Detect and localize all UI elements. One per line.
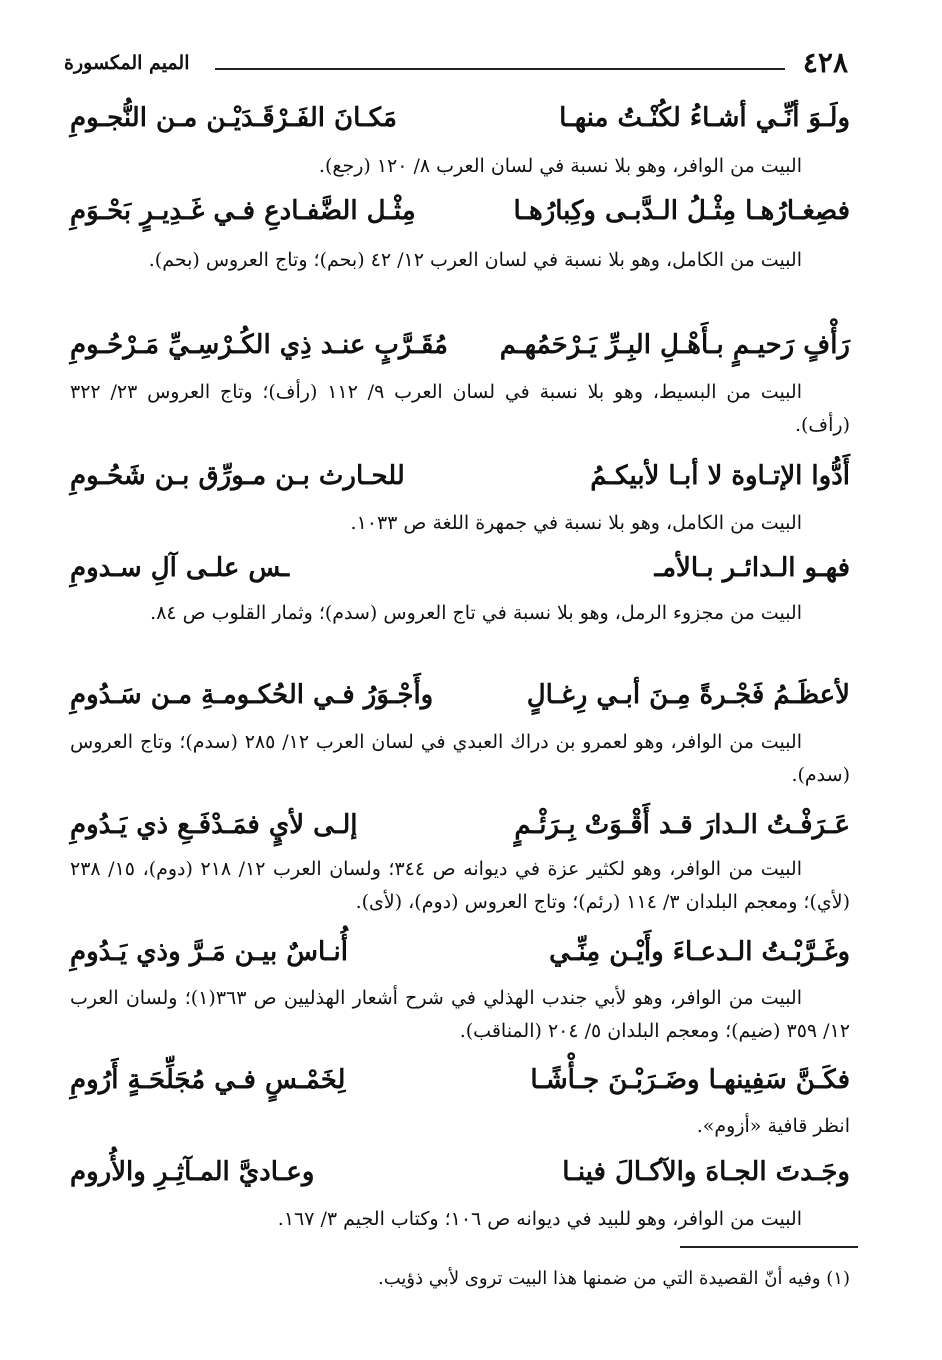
verse-note: البيت من الوافر، وهو بلا نسبة في لسان العرب ٨/ ١٢٠ (رجع). — [318, 155, 802, 177]
verse-note: البيت من الوافر، وهو لكثير عزة في ديوانه ص ٣٤٤؛ ولسان العرب ١٢/ ٢١٨ (دوم)، ١٥/ ٢٣٨ (لأي)؛ ومعجم البلدان ٣/ ١١٤ (رئم)؛ وتاج العروس (دوم)، (لأى). — [70, 858, 850, 913]
verse-second-hemistich: إلـى لأيٍ فمَـدْفَـعِ ذي يَـدُومِ — [70, 810, 358, 840]
verse-second-hemistich: مِثْـل الضَّفـادعِ فـي غَـدِيـرٍ بَحْـوَمِ — [70, 196, 416, 226]
verse-second-hemistich: للحـارث بـن مـورِّق بـن شَحُـومِ — [70, 461, 405, 491]
verse-line — [70, 103, 850, 147]
verse-second-hemistich: أُنـاسٌ بيـن مَـرَّ وذي يَـدُومِ — [70, 937, 348, 967]
verse-first-hemistich: رَأْفٍ رَحيـمٍ بـأَهْـلِ البِـرِّ يَـرْحَمُهـم — [499, 330, 850, 360]
verse-line — [70, 461, 850, 505]
page-number: ٤٢٨ — [802, 46, 848, 79]
verse-note: البيت من الكامل، وهو بلا نسبة في جمهرة اللغة ص ١٠٣٣. — [350, 512, 802, 534]
footnote: (١) وفيه أنّ القصيدة التي من ضمنها هذا البيت تروى لأبي ذؤيب. — [377, 1268, 850, 1289]
verse-first-hemistich: عَـرَفْـتُ الـدارَ قـد أَقْـوَتْ بِـرَئْـمٍ — [514, 810, 850, 840]
verse-second-hemistich: ـس علـى آلِ سـدومِ — [70, 553, 290, 583]
verse-first-hemistich: ولَـوَ أنِّـي أشـاءُ لكُنْـتُ منهـا — [559, 103, 850, 133]
verse-first-hemistich: فكَـنَّ سَفِينهـا وضَـرَبْـنَ جـأْشًـا — [530, 1065, 850, 1095]
verse-line — [70, 553, 850, 597]
running-title: الميم المكسورة — [64, 52, 190, 74]
footnote-rule — [680, 1246, 858, 1248]
verse-first-hemistich: فصِغـارُهـا مِثْـلُ الـدَّبـى وكِبارُهـا — [513, 196, 850, 226]
verse-line — [70, 810, 850, 854]
verse-line — [70, 1157, 850, 1201]
verse-first-hemistich: لأعظَـمُ فَجْـرةً مِـنَ أبـي رِغـالٍ — [526, 680, 850, 710]
verse-note: البيت من الكامل، وهو بلا نسبة في لسان العرب ١٢/ ٤٢ (بحم)؛ وتاج العروس (بحم). — [148, 249, 802, 271]
verse-note: انظر قافية «أزوم». — [696, 1115, 850, 1137]
verse-second-hemistich: وعـاديَّ المـآثِـرِ والأُروم — [70, 1157, 315, 1187]
verse-second-hemistich: مُقَـرَّبٍ عنـد ذِي الكُـرْسِـيِّ مَـرْحُـومِ — [70, 330, 448, 360]
verse-first-hemistich: وجَـدتَ الجـاهَ والآكـالَ فينـا — [562, 1157, 850, 1187]
verse-line — [70, 1065, 850, 1109]
verse-line — [70, 330, 850, 374]
verse-line — [70, 937, 850, 981]
verse-note: البيت من الوافر، وهو لعمرو بن دراك العبدي في لسان العرب ١٢/ ٢٨٥ (سدم)؛ وتاج العروس (سدم). — [70, 731, 850, 786]
verse-note: البيت من البسيط، وهو بلا نسبة في لسان العرب ٩/ ١١٢ (رأف)؛ وتاج العروس ٢٣/ ٣٢٢ (رأف). — [70, 381, 850, 436]
verse-note: البيت من مجزوء الرمل، وهو بلا نسبة في تاج العروس (سدم)؛ وثمار القلوب ص ٨٤. — [150, 602, 802, 624]
verse-first-hemistich: أَدُّوا الإتـاوة لا أبـا لأبيكـمُ — [590, 461, 850, 491]
verse-note: البيت من الوافر، وهو لأبي جندب الهذلي في شرح أشعار الهذليين ص ٣٦٣(١)؛ ولسان العرب ١٢/ ٣٥٩ (ضيم)؛ ومعجم البلدان ٥/ ٢٠٤ (المناقب). — [70, 987, 850, 1042]
verse-second-hemistich: لِخَمْـسٍ فـي مُجَلِّحَـةٍ أَرُومِ — [70, 1065, 346, 1095]
page-header — [60, 46, 860, 86]
verse-note: البيت من الوافر، وهو للبيد في ديوانه ص ١٠٦؛ وكتاب الجيم ٣/ ١٦٧. — [277, 1208, 802, 1230]
verse-second-hemistich: وأَجْـوَرُ فـي الحُكـومـةِ مـن سَـدُومِ — [70, 680, 434, 710]
header-rule — [215, 68, 785, 70]
verse-second-hemistich: مَكـانَ الفَـرْقَـدَيْـن مـن النُّجـومِ — [70, 103, 397, 133]
verse-line — [70, 680, 850, 724]
verse-line — [70, 196, 850, 240]
verse-first-hemistich: وغَـرَّبْـتُ الـدعـاءَ وأَيْـن مِنِّـي — [549, 937, 850, 967]
verse-first-hemistich: فهـو الـدائـر بـالأمـ — [654, 553, 850, 583]
